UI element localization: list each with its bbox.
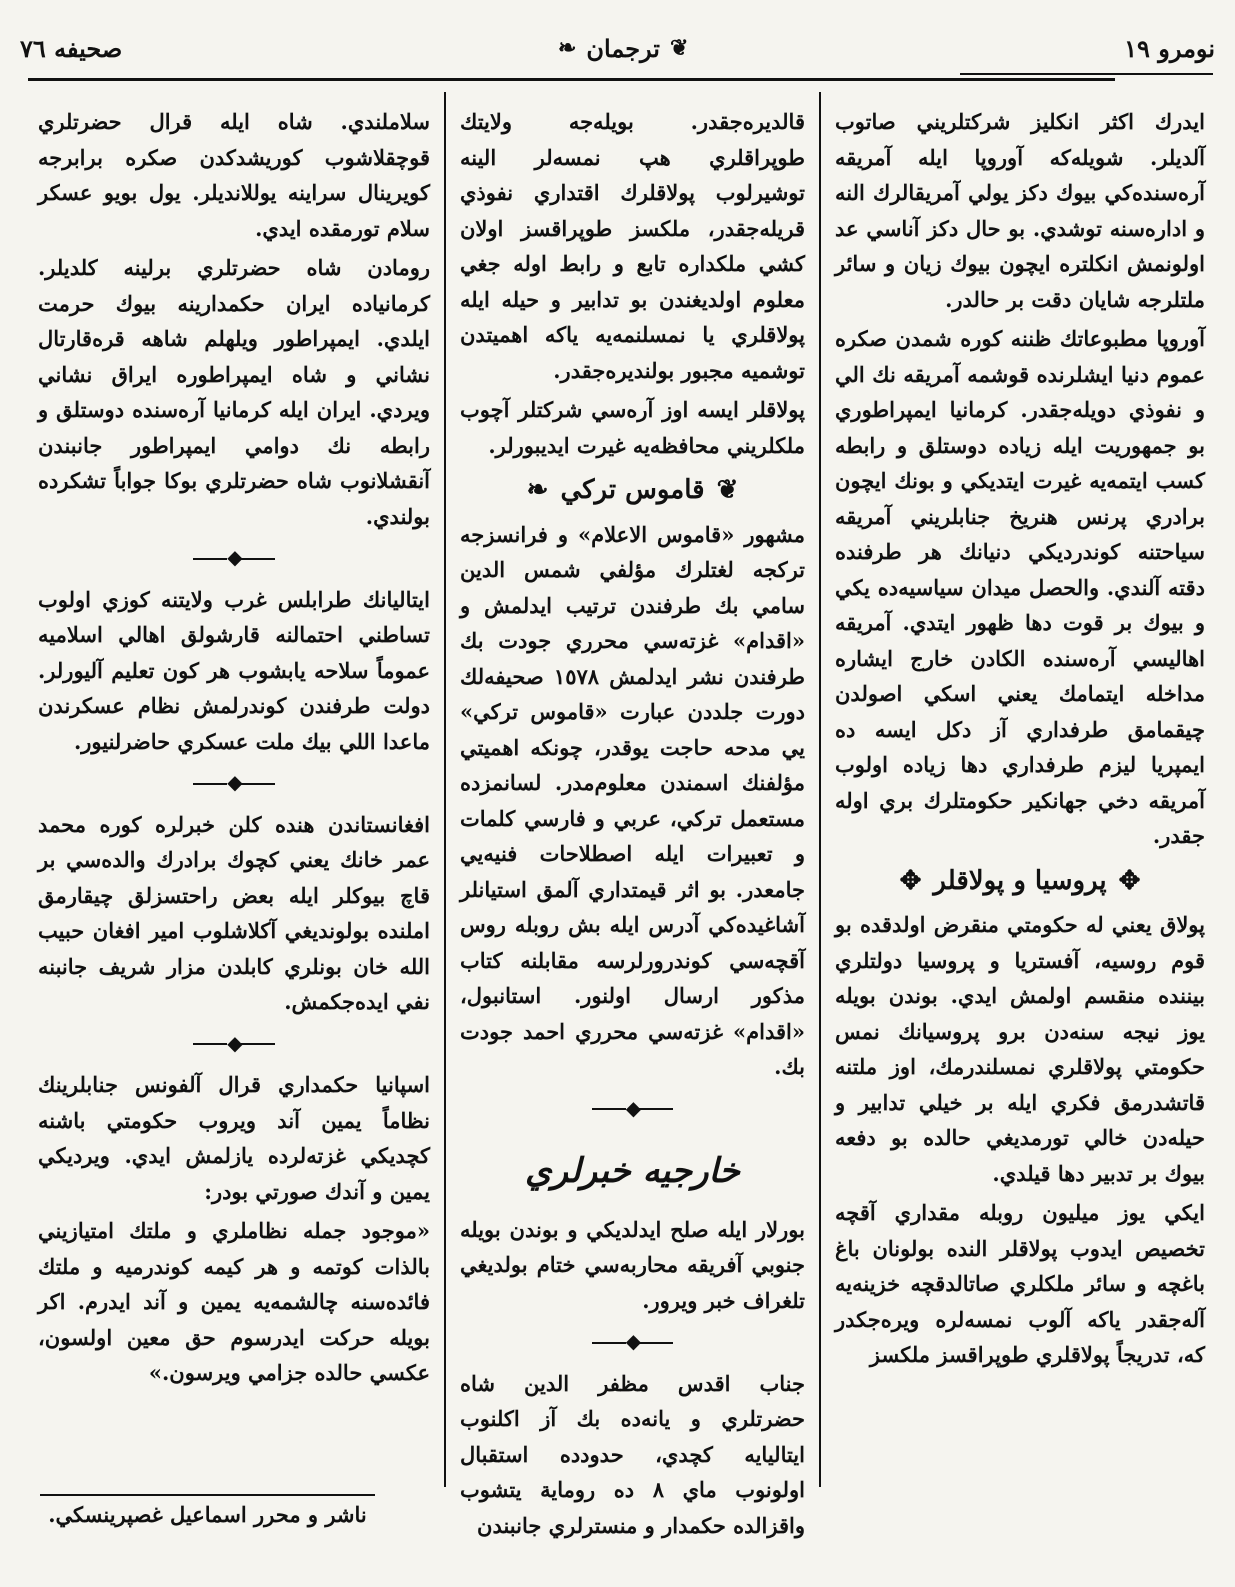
ornament-icon: ✥ — [1118, 865, 1141, 896]
ornament-icon: ❧ — [557, 35, 577, 61]
paragraph: پولاقلر ايسه اوز آره‌سي شركتلر آچوب ملكلريني محافظه‌يه غيرت ايديبورلر. — [460, 397, 805, 458]
footer-rule — [40, 1494, 375, 1496]
paragraph: بورلار ايله صلح ايدلديكي و بوندن بويله جنوبي آفريقه محاربه‌سي ختام بولديغي تلغراف خبر ويرور. — [460, 1216, 805, 1313]
divider-icon: ◆ — [38, 540, 430, 576]
ornament-icon: ❧ — [526, 475, 549, 505]
paragraph: مشهور «قاموس الاعلام» و فرانسزجه تركجه لغتلرك مؤلفي شمس الدين سامي بك طرفندن ترتيب ايدلمش و «اقدام» غزته‌سي محرري جودت بك طرفندن نشر ايدلمش ١٥٧٨ صحيفه‌لك دورت جلددن عبارت «قاموس تركي» يي مدحه حاجت يوقدر، چونكه اهميتي مؤلفنك اسمندن معلوم‌مدر. لسانمزده مستعمل تركي، عربي و فارسي كلمات و تعبيرات ايله اصطلاحات فنيه‌يي جامعدر. بو اثر قيمتداري آلمق استيانلر آشاغيده‌كي آدرس ايله بش روبله روس آقچه‌سي كوندرورلرسه مقابلنه كتاب مذكور ارسال اولنور. استانبول، «اقدام» غزته‌سي محرري احمد جودت بك. — [460, 521, 805, 1079]
masthead — [20, 28, 1215, 68]
paragraph: پولاق يعني له حكومتي منقرض اولدقده بو قوم روسيه، آفستريا و پروسيا دولتلري بيننده منقسم اولمش ايدي. بوندن بويله يوز نيجه سنه‌دن برو پروسيانك نمس حكومتي پولاقلري نمسلندرمك، اوز ملتنه قاتشدرمق فكري ايله بر خيلي تدابير و حيله‌دن خالي تورمديغي حالده بو دفعه بيوك بر تدبير دها قيلدي. — [835, 912, 1205, 1186]
header-rule — [28, 78, 1115, 81]
column-left — [24, 92, 444, 1487]
paragraph: افغانستاندن هنده كلن خبرلره كوره محمد عمر خانك يعني كچوك برادرك والده‌سي بر قاچ بيوكلر ايله بعض راحتسزلق چيقارمق املنده بولونديغي آكلاشلوب امير افغان حبيب الله خان بونلري كابلدن مزار شريف جانبنه نفي ايده‌جكمش. — [38, 811, 430, 1014]
paper-title-block — [558, 34, 688, 63]
paper-title: ترجمان — [586, 33, 660, 63]
heading-text: پروسيا و پولاقلر — [933, 865, 1107, 896]
divider-icon: ◆ — [460, 1324, 805, 1360]
ornament-icon: ✥ — [899, 865, 922, 896]
paragraph: آوروپا مطبوعاتك ظننه كوره شمدن صكره عموم دنيا ايشلرنده قوشمه آمريقه نك الي و نفوذي دويله‌جقدر. كرمانيا ايمپراطوري بو جمهوريت ايله زياده دوستلق و رابطه كسب ايتمه‌يه غيرت ايتديكي و بونك ايچون برادري پرنس هنريخ جنابلريني آمريقه سياحتنه كوندرديكي دنيانك هر طرفنده دقته آلندي. والحصل ميدان سياسيه‌ده يكي و بيوك بر قوت دها ظهور ايتدي. آمريقه اهاليسي آره‌سنده الكادن خارج ايشاره مداخله ايتمامك يعني اسكي اصولدن چيقمامق طرفداري آز دكل ايسه ده ايمپريا ليزم طرفداري دها زياده اولوب آمريقه دخي جهانكير حكومتلرك بري اوله جقدر. — [835, 326, 1205, 848]
section-heading-large: خارجيه خبرلري — [525, 1151, 740, 1191]
section-heading — [835, 864, 1205, 900]
paragraph: قالديره‌جقدر. بويله‌جه ولايتك طوپراقلري هپ نمسه‌لر الينه توشيرلوب پولاقلرك اقتداري نفوذي قريله‌جقدر، ملكسز طوپراقسز اولان كشي ملكداره تابع و رابط اوله جغي معلوم اولديغندن بو تدابير و حيله ايله پولاقلري يا نمسلنمه‌يه ياكه اهميتدن توشميه مجبور بولنديره‌جقدر. — [460, 109, 805, 383]
ornament-icon: ❦ — [669, 35, 689, 61]
divider-icon: ◆ — [38, 765, 430, 801]
publisher-line: ناشر و محرر اسماعيل غصپرينسكي. — [48, 1502, 367, 1527]
divider-icon: ◆ — [38, 1026, 430, 1062]
column-middle — [444, 92, 819, 1538]
paragraph: ايكي يوز ميليون روبله مقداري آقچه تخصيص ايدوب پولاقلر النده بولونان باغ باغچه و سائر ملكلري صاتالدقچه خزينه‌يه آله‌جقدر ياكه آلوب نمسه‌لره ويره‌جكدر كه، تدريجاً پولاقلري طوپراقسز ملكسز — [835, 1200, 1205, 1367]
paragraph: اسپانيا حكمداري قرال آلفونس جنابلرينك نظاماً يمين آند ويروب حكومتي باشنه كچديكي غزته‌لرده يازلمش ايدي. ويرديكي يمين و آندك صورتي بودر: — [38, 1072, 430, 1204]
paragraph: ايتاليانك طرابلس غرب ولايتنه كوزي اولوب تساطني احتمالنه قارشولق اهالي اسلاميه عموماً سلاحه يابشوب هر كون تعليم آليورلر. دولت طرفندن كوندرلمش نظام عسكرندن ماعدا اللي بيك ملت عسكري حاضرلنيور. — [38, 586, 430, 754]
column-right — [819, 92, 1219, 1487]
paragraph: ايدرك اكثر انكليز شركتلريني صاتوب آلديلر. شويله‌كه آوروپا ايله آمريقه آره‌سنده‌كي بيوك دكز يولي آمريقالرك النه و اداره‌سنه توشدي. بو حال دكز آناسي عد اولونمش انكلتره ايچون بيوك زيان و سائر ملتلرجه شايان دقت بر حالدر. — [835, 109, 1205, 312]
divider-icon: ◆ — [460, 1091, 805, 1127]
paragraph: «موجود جمله نظاملري و ملتك امتيازيني بالذات كوتمه و هر كيمه كوندرميه و ملتك فائده‌سنه چالشمه‌يه يمين و آند ايدرم. اكر بويله حركت ايدرسوم حق معين اولسون، عكسي حالده جزامي ويرسون.» — [38, 1218, 430, 1385]
issue-number: نومرو ١٩ — [1124, 33, 1215, 63]
header-rule-short — [960, 73, 1213, 75]
page-number: صحيفه ٧٦ — [20, 33, 123, 63]
paragraph: جناب اقدس مظفر الدين شاه حضرتلري و يانه‌ده بك آز اكلنوب ايتاليايه كچدي، حدودده استقبال اولونوب ماي ٨ ده روماية يتشوب واقزالده حكمدار و منسترلري جانبندن — [460, 1370, 805, 1538]
section-heading — [460, 473, 805, 509]
paragraph: سلاملندي. شاه ايله قرال حضرتلري قوچقلاشوب كوريشدكدن صكره برابرجه كويرينال سراينه يوللانديلر. يول بويو عسكر سلام تورمقده ايدي. — [38, 109, 430, 241]
paragraph: رومادن شاه حضرتلري برلينه كلديلر. كرمانياده ايران حكمدارينه بيوك حرمت ايلدي. ايمپراطور ويلهلم شاهه قره‌قارتال نشاني و شاه ايمپراطوره ايراق نشاني ويردي. ايران ايله كرمانيا آره‌سنده دوستلق و رابطه نك دوامي ايمپراطور جانبندن آنقشلانوب شاه حضرتلري بوكا جواباً تشكرده بولندي. — [38, 255, 430, 529]
ornament-icon: ❦ — [716, 475, 739, 505]
heading-text: قاموس تركي — [560, 475, 705, 505]
